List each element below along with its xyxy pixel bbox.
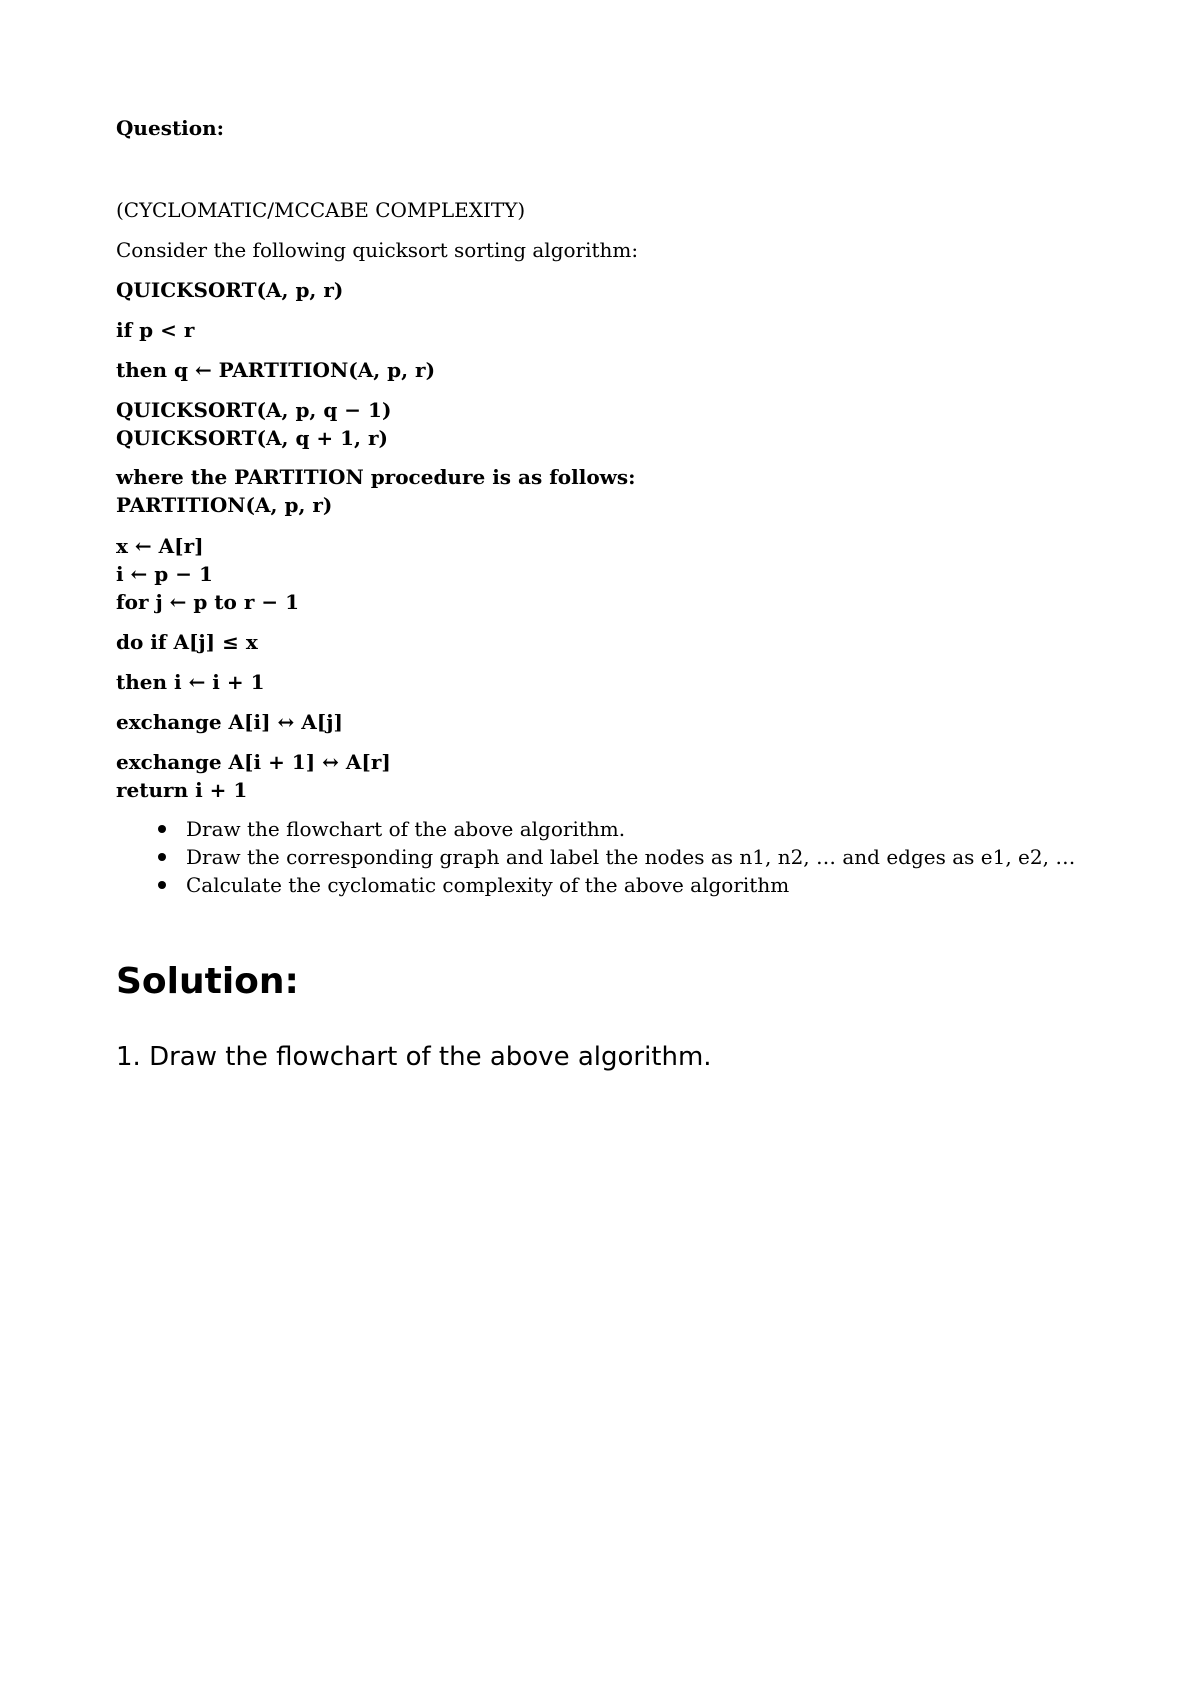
- do-if-line: do if A[j] ≤ x: [116, 630, 258, 654]
- then-partition-line: then q ← PARTITION(A, p, r): [116, 358, 436, 382]
- quicksort-header: QUICKSORT(A, p, r): [116, 278, 344, 302]
- task-item: Calculate the cyclomatic complexity of the above algorithm: [150, 871, 1075, 899]
- solution-step-1: 1. Draw the flowchart of the above algorithm.: [116, 1042, 712, 1072]
- for-loop-line: for j ← p to r − 1: [116, 590, 299, 614]
- then-increment-line: then i ← i + 1: [116, 670, 265, 694]
- assign-x-line: x ← A[r]: [116, 534, 204, 558]
- assign-i-line: i ← p − 1: [116, 562, 213, 586]
- recurse-left-line: QUICKSORT(A, p, q − 1): [116, 398, 392, 422]
- question-intro: Consider the following quicksort sorting algorithm:: [116, 238, 639, 262]
- return-line: return i + 1: [116, 778, 248, 802]
- solution-heading: Solution:: [116, 961, 299, 1002]
- exchange-final-line: exchange A[i + 1] ↔ A[r]: [116, 750, 391, 774]
- task-item: Draw the flowchart of the above algorithm.: [150, 815, 1075, 843]
- partition-header: PARTITION(A, p, r): [116, 493, 333, 517]
- if-line: if p < r: [116, 318, 195, 342]
- partition-intro: where the PARTITION procedure is as follows:: [116, 465, 636, 489]
- question-topic: (CYCLOMATIC/MCCABE COMPLEXITY): [116, 198, 526, 222]
- question-heading: Question:: [116, 116, 225, 140]
- exchange-inner-line: exchange A[i] ↔ A[j]: [116, 710, 343, 734]
- task-list: [150, 815, 1075, 899]
- task-item: Draw the corresponding graph and label the nodes as n1, n2, … and edges as e1, e2, …: [150, 843, 1075, 871]
- recurse-right-line: QUICKSORT(A, q + 1, r): [116, 426, 388, 450]
